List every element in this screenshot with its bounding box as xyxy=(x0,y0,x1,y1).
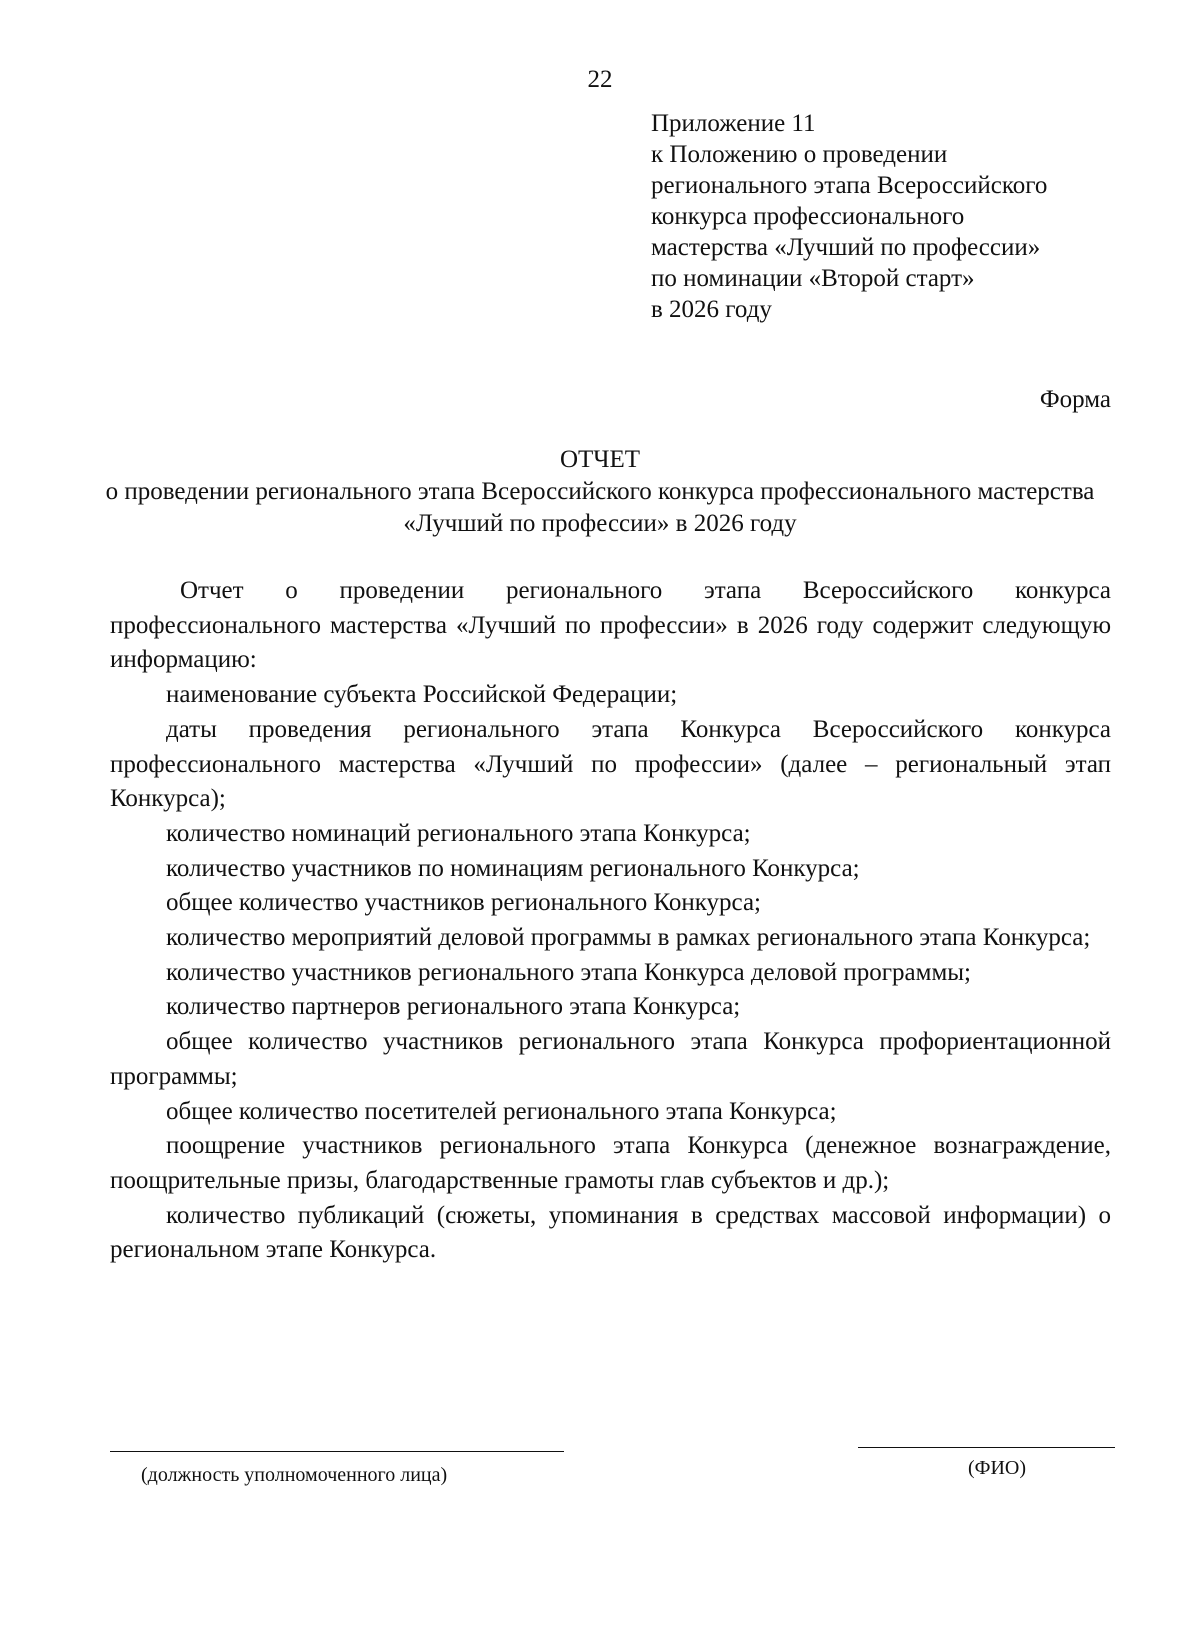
list-item: количество участников по номинациям регионального Конкурса; xyxy=(166,854,860,882)
name-signature-line xyxy=(858,1447,1115,1448)
intro-paragraph: Отчет о проведении регионального этапа Всероссийского конкурса профессионального мастерства «Лучший по профессии» в 2026 году содержит следующую информацию: xyxy=(110,577,1111,674)
list-item: общее количество участников регионального этапа Конкурса профориентационной программы; xyxy=(110,1028,1111,1090)
document-subtitle: о проведении регионального этапа Всероссийского конкурса профессионального мастерства «Лучший по профессии» в 2026 году xyxy=(105,478,1095,537)
document-title: ОТЧЕТ xyxy=(559,446,641,473)
name-label: (ФИО) xyxy=(968,1457,1027,1479)
list-item: общее количество посетителей регионального этапа Конкурса; xyxy=(166,1097,837,1125)
list-item: наименование субъекта Российской Федерации; xyxy=(166,681,678,709)
appendix-line: Приложение 11 xyxy=(651,110,816,137)
appendix-line: в 2026 году xyxy=(651,296,772,323)
appendix-line: регионального этапа Всероссийского xyxy=(651,172,1048,199)
list-item: даты проведения регионального этапа Конкурса Всероссийского конкурса профессионального мастерства «Лучший по профессии» (далее – региональный этап Конкурса); xyxy=(110,715,1111,813)
position-label: (должность уполномоченного лица) xyxy=(141,1464,448,1486)
list-item: количество участников регионального этапа Конкурса деловой программы; xyxy=(166,958,972,986)
list-item: количество мероприятий деловой программы в рамках регионального этапа Конкурса; xyxy=(166,924,1091,952)
list-item: количество публикаций (сюжеты, упоминания в средствах массовой информации) о региональном этапе Конкурса. xyxy=(110,1201,1111,1264)
appendix-line: по номинации «Второй старт» xyxy=(651,265,975,292)
appendix-header xyxy=(651,108,1047,325)
appendix-line: к Положению о проведении xyxy=(651,141,948,168)
list-item: количество номинаций регионального этапа Конкурса; xyxy=(166,819,751,847)
page-number: 22 xyxy=(587,66,613,93)
list-item: общее количество участников регионального Конкурса; xyxy=(166,889,761,917)
list-item: поощрение участников регионального этапа Конкурса (денежное вознаграждение, поощрительные призы, благодарственные грамоты глав субъектов и др.); xyxy=(110,1132,1111,1194)
list-item: количество партнеров регионального этапа Конкурса; xyxy=(166,993,741,1021)
appendix-line: мастерства «Лучший по профессии» xyxy=(651,234,1041,261)
document-body xyxy=(110,574,1111,1268)
appendix-line: конкурса профессионального xyxy=(651,203,965,230)
form-label: Форма xyxy=(1039,386,1111,413)
position-signature-line xyxy=(110,1451,564,1452)
